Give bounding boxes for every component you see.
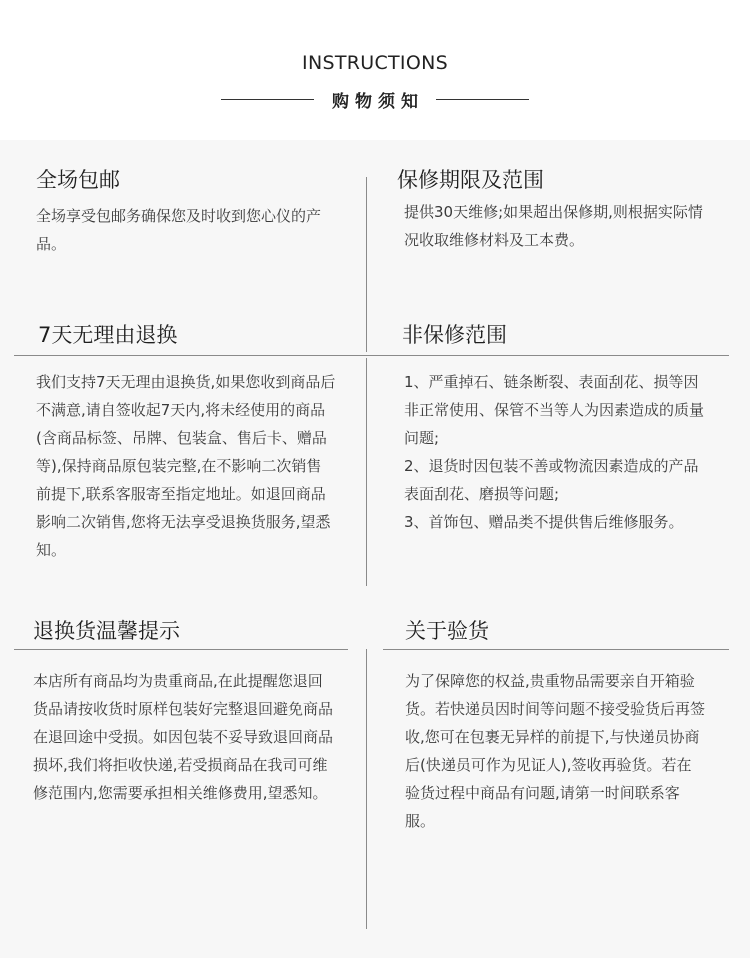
section-divider-2-right	[383, 649, 729, 650]
title-chinese-row	[0, 87, 750, 111]
free-shipping-heading: 全场包邮	[36, 168, 120, 192]
seven-day-return-heading: 7天无理由退换	[38, 323, 178, 347]
free-shipping-text: 全场享受包邮务确保您及时收到您心仪的产品。	[36, 207, 322, 253]
non-warranty-item: 3、首饰包、赠品类不提供售后维修服务。	[404, 513, 684, 531]
inspection-heading: 关于验货	[405, 619, 489, 643]
section-divider-2-left	[14, 649, 348, 650]
warranty-heading: 保修期限及范围	[397, 168, 544, 192]
instructions-panel	[0, 140, 750, 958]
header	[0, 0, 750, 140]
return-tips-text: 本店所有商品均为贵重商品,在此提醒您退回货品请按收货时原样包装好完整退回避免商品在退回途中受损。如因包装不妥导致退回商品损坏,我们将拒收快递,若受损商品在我司可维修范围内,您需要承担相关维修费用,望悉知。	[33, 672, 334, 802]
title-divider-left	[221, 99, 314, 100]
inspection-text: 为了保障您的权益,贵重物品需要亲自开箱验货。若快递员因时间等问题不接受验货后再签收,您可在包裹无异样的前提下,与快递员协商后(快递员可作为见证人),签收再验货。若在验货过程中商品有问题,请第一时间联系客服。	[405, 672, 706, 830]
title-english: INSTRUCTIONS	[302, 52, 448, 74]
non-warranty-list	[404, 368, 709, 536]
non-warranty-item: 1、严重掉石、链条断裂、表面刮花、损等因非正常使用、保管不当等人为因素造成的质量问题;	[404, 373, 705, 447]
non-warranty-item: 2、退货时因包装不善或物流因素造成的产品表面刮花、磨损等问题;	[404, 457, 699, 503]
return-tips-heading: 退换货温馨提示	[33, 619, 180, 643]
warranty-text: 提供30天维修;如果超出保修期,则根据实际情况收取维修材料及工本费。	[404, 203, 703, 249]
column-divider-top	[366, 177, 367, 352]
section-divider-1	[14, 355, 729, 356]
non-warranty-heading: 非保修范围	[402, 323, 507, 347]
title-chinese: 购物须知	[332, 91, 424, 112]
column-divider-bottom	[366, 649, 367, 929]
column-divider-middle	[366, 358, 367, 586]
seven-day-return-text: 我们支持7天无理由退换货,如果您收到商品后不满意,请自签收起7天内,将未经使用的商品(含商品标签、吊牌、包装盒、售后卡、赠品等),保持商品原包装完整,在不影响二次销售前提下,联系客服寄至指定地址。如退回商品影响二次销售,您将无法享受退换货服务,望悉知。	[36, 373, 336, 559]
title-divider-right	[436, 99, 529, 100]
